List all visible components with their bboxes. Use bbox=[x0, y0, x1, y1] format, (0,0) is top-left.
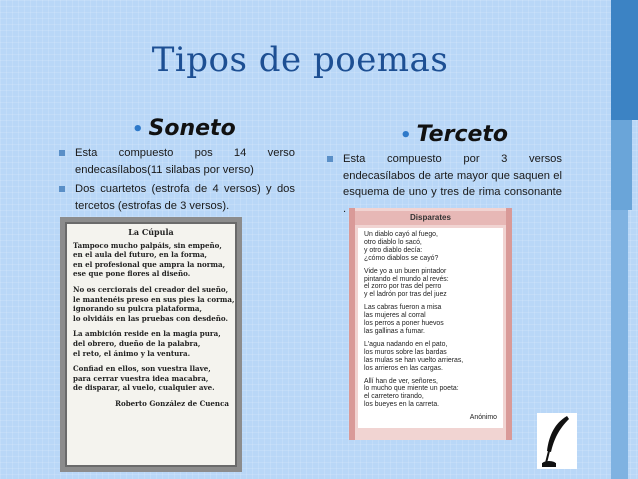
poem-stanza bbox=[73, 284, 235, 323]
poem-stanza bbox=[73, 329, 229, 358]
poem-line: ese que pone flores al diseño. bbox=[73, 269, 191, 279]
poem-author: Anónimo bbox=[469, 414, 497, 422]
poem-title: Disparates bbox=[355, 211, 506, 225]
poem-line: Las cabras fueron a misa bbox=[364, 304, 442, 312]
poem-line: las mujeres al corral bbox=[364, 312, 426, 320]
poem-line: en el profesional que ampra la norma, bbox=[73, 259, 226, 269]
terceto-heading-text: Terceto bbox=[416, 122, 509, 147]
poem-line: lo mucho que miente un poeta: bbox=[364, 385, 459, 393]
bullet-item: Esta compuesto pos 14 verso endecasílabos(11 silabas por verso) bbox=[59, 145, 295, 178]
poem-line: lo olvidáis en las pruebas con desdeño. bbox=[73, 313, 228, 323]
slide-title: Tipos de poemas bbox=[151, 40, 449, 80]
decorative-side-bar bbox=[611, 0, 638, 479]
poem-line: en el aula del futuro, en la forma, bbox=[73, 250, 208, 260]
soneto-heading-text: Soneto bbox=[148, 116, 236, 141]
poem-line: y otro diablo decía: bbox=[364, 246, 423, 254]
poem-line: Tampoco mucho palpáis, sin empeño, bbox=[73, 240, 222, 250]
poem-line: le mantenéis preso en sus pies la corma, bbox=[73, 294, 235, 304]
soneto-poem-image bbox=[60, 217, 242, 472]
poem-stanza bbox=[73, 364, 229, 393]
poem-line: L'agua nadando en el pato, bbox=[364, 340, 448, 348]
poem-line: Un diablo cayó al fuego, bbox=[364, 231, 438, 238]
bullet-dot-icon: • bbox=[400, 125, 412, 146]
side-bar-top bbox=[611, 0, 638, 120]
poem-line: los perros a poner huevos bbox=[364, 320, 444, 328]
poem-line: La ambición reside en la magia pura, bbox=[73, 329, 221, 339]
side-bar-middle bbox=[611, 120, 632, 210]
side-bar-bottom bbox=[611, 210, 628, 479]
poem-line: ¿cómo diablos se cayó? bbox=[364, 254, 439, 262]
soneto-heading bbox=[132, 116, 236, 141]
poem-stanza bbox=[364, 341, 497, 373]
poem-line: Confiad en ellos, son vuestra llave, bbox=[73, 364, 211, 374]
poem-title: La Cúpula bbox=[128, 227, 174, 237]
terceto-poem-image bbox=[349, 208, 512, 440]
poem-line: las gallinas a fumar. bbox=[364, 327, 425, 335]
poem-line: del obrero, dueño de la palabra, bbox=[73, 338, 201, 348]
soneto-bullets bbox=[59, 145, 295, 217]
poem-line: el carretero tirando, bbox=[364, 393, 424, 401]
poem-line: los muros sobre las bardas bbox=[364, 348, 447, 356]
poem-line: para cerrar vuestra idea macabra, bbox=[73, 373, 209, 383]
bullet-dot-icon: • bbox=[132, 119, 144, 140]
poem-stanza bbox=[364, 231, 497, 263]
poem-line: otro diablo lo sacó, bbox=[364, 238, 422, 246]
poem-line: el reto, el ánimo y la ventura. bbox=[73, 348, 191, 358]
poem-stanza bbox=[73, 241, 229, 279]
poem-card bbox=[65, 222, 237, 467]
poem-line: pintando el mundo al revés: bbox=[364, 275, 449, 283]
poem-line: los bueyes en la carreta. bbox=[364, 401, 440, 409]
bullet-item: Dos cuartetos (estrofa de 4 versos) y dos tercetos (estrofas de 3 versos). bbox=[59, 181, 295, 214]
poem-card bbox=[358, 228, 503, 428]
poem-line: ignorando su pulcra plataforma, bbox=[73, 304, 202, 314]
poem-line: los arrieros en las cargas. bbox=[364, 364, 443, 372]
poem-line: y el ladrón por tras del juez bbox=[364, 291, 447, 299]
poem-line: No os cerciorais del creador del sueño, bbox=[73, 284, 229, 294]
poem-line: Vide yo a un buen pintador bbox=[364, 267, 447, 275]
terceto-heading bbox=[400, 122, 508, 147]
poem-stanza bbox=[364, 378, 497, 410]
poem-line: Allí han de ver, señores, bbox=[364, 377, 438, 385]
poem-line: de disparar, al vuelo, cualquier ave. bbox=[73, 383, 215, 393]
poem-line: las mulas se han vuelto arrieras, bbox=[364, 356, 464, 364]
quill-pen-icon bbox=[537, 413, 577, 469]
poem-stanza bbox=[364, 268, 497, 300]
poem-line: el zorro por tras del perro bbox=[364, 283, 442, 291]
poem-author: Roberto González de Cuenca bbox=[115, 398, 229, 408]
poem-stanza bbox=[364, 304, 497, 336]
bullet-item: Esta compuesto por 3 versos endecasílabos de arte mayor que saquen el esquema de uno y tres de rima consonante . bbox=[327, 151, 562, 217]
